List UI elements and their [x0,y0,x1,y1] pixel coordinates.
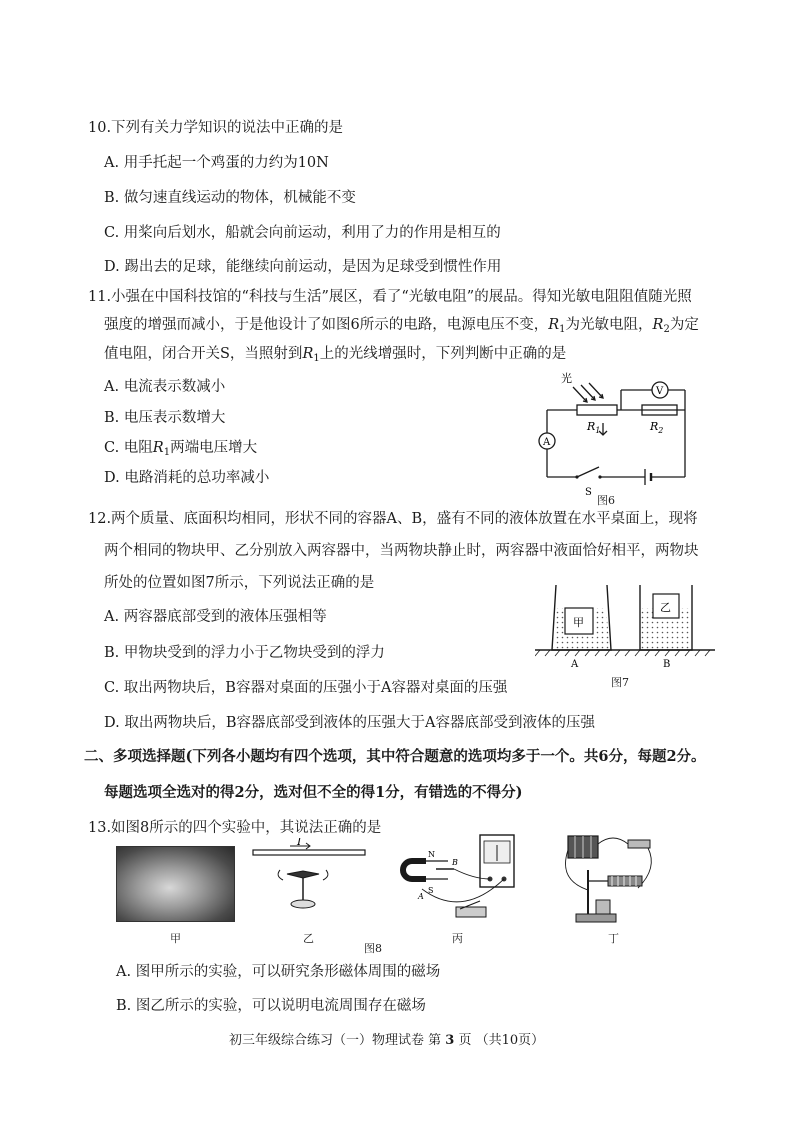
r1-label: $R_1$ [587,420,601,435]
subscript: 2 [663,324,670,335]
option-text: 做匀速直线运动的物体，机械能不变 [123,190,356,206]
wire-b-label: B [452,858,458,867]
figure-8-caption: 图8 [364,942,382,955]
current-label: I [297,838,302,848]
label-b: B [663,659,671,670]
option-text: 用手托起一个鸡蛋的力约为10N [123,155,329,171]
horseshoe-magnet [403,861,426,879]
option-text: 电路消耗的总功率减小 [124,470,270,486]
figure-8-label-bing: 丙 [452,932,463,945]
switch-symbol [577,467,599,477]
q11-line3 [104,344,566,369]
q11-option-a [104,377,225,397]
q12-line2: 两个相同的物块甲、乙分别放入两容器中，当两物块静止时，两容器中液面恰好相平，两物块 [104,543,699,559]
option-label: D. [104,470,120,486]
option-label: A. [116,964,132,980]
symbol-r1: R [548,317,560,333]
subscript: 1 [313,353,320,364]
figure-7-caption: 图7 [611,676,629,689]
symbol-r1: R [302,346,314,362]
option-text: 图乙所示的实验，可以说明电流周围存在磁场 [135,998,426,1014]
text-run: 为定 [669,317,699,333]
symbol-r2: R [652,317,664,333]
option-text: 取出两物块后，B容器对桌面的压强小于A容器对桌面的压强 [123,680,508,696]
subscript: 1 [559,324,566,335]
section-2-rules: 每题选项全选对的得2分，选对但不全的得1分，有错选的不得分) [104,784,523,801]
text-run: 上的光线增强时，下列判断中正确的是 [319,346,567,362]
q11-line1: 11.小强在中国科技馆的“科技与生活”展区，看了“光敏电阻”的展品。得知光敏电阻阻值随光照 [88,289,692,305]
q12-option-c [104,678,507,698]
q12-option-d [104,713,595,733]
page-footer [229,1029,544,1048]
option-text: 电流表示数减小 [123,379,226,395]
figure-6-circuit [525,365,700,505]
option-label: C. [104,680,120,696]
figure-8-ding-diagram [548,830,663,930]
q12-option-b [104,643,385,663]
figure-8-jia-photo [116,846,235,922]
figure-8-label-yi: 乙 [303,932,314,945]
switch-label: S [585,487,592,498]
straight-wire [253,850,365,855]
figure-8-label-ding: 丁 [608,932,619,945]
q12-line3: 所处的位置如图7所示，下列说法正确的是 [104,575,375,591]
page-number: 3 [445,1033,455,1048]
voltmeter-label: V [656,386,664,397]
section-2-heading: 二、多项选择题(下列各小题均有四个选项，其中符合题意的选项均多于一个。共6分，每题2分。 [84,748,706,765]
text-run: 值电阻，闭合开关S，当照射到 [104,346,303,362]
q12-line1: 12.两个质量、底面积均相同，形状不同的容器A、B，盛有不同的液体放置在水平桌面上，现将 [88,511,698,527]
r2-label: $R_2$ [650,420,664,435]
q13-option-b [116,996,426,1016]
q11-option-d [104,468,269,488]
wire-a-label: A [418,892,424,901]
option-text: 用桨向后划水，船就会向前运动，利用了力的作用是相互的 [123,225,501,241]
subscript: 1 [163,447,171,458]
q10-option-c [104,223,501,243]
option-label: C. [104,440,120,456]
q10-stem: 10.下列有关力学知识的说法中正确的是 [88,120,344,136]
figure-8-bing-diagram [398,833,533,933]
option-text: 取出两物块后，B容器底部受到液体的压强大于A容器底部受到液体的压强 [124,715,595,731]
option-text: 甲物块受到的浮力小于乙物块受到的浮力 [123,645,385,661]
light-label: 光 [561,372,572,385]
magnet-s-label: S [428,886,434,895]
option-label: A. [104,155,120,171]
option-label: B. [104,190,120,206]
figure-8-yi-diagram [250,838,370,928]
figure-7-containers [535,580,715,670]
option-label: A. [104,609,120,625]
switch-knife [628,840,650,848]
r1-resistor [577,405,617,415]
text-run: 强度的增强而减小，于是他设计了如图6所示的电路，电源电压不变， [104,317,549,333]
figure-6-caption: 图6 [597,494,615,507]
option-label: D. [104,715,120,731]
option-text: 电阻 [123,440,153,456]
figure-8-label-jia: 甲 [170,932,181,945]
footer-text: 初三年级综合练习（一）物理试卷 第 [229,1033,442,1048]
option-label: A. [104,379,120,395]
q13-stem: 13.如图8所示的四个实验中，其说法正确的是 [88,820,382,836]
option-text: 两端电压增大 [170,440,258,456]
q13-option-a [116,962,440,982]
option-text: 图甲所示的实验，可以研究条形磁体周围的磁场 [135,964,441,980]
coil [608,876,642,886]
label-a: A [571,659,579,670]
option-text: 电压表示数增大 [123,410,226,426]
magnet-n-label: N [428,850,435,859]
option-label: D. [104,259,120,275]
symbol-r1: R [152,440,164,456]
option-label: B. [104,410,120,426]
block-jia-label: 甲 [573,616,584,629]
option-text: 两容器底部受到的液体压强相等 [123,609,327,625]
option-label: B. [104,645,120,661]
q12-option-a [104,607,327,627]
q10-option-a [104,153,329,173]
option-label: C. [104,225,120,241]
q11-line2 [104,315,699,340]
q10-option-b [104,188,356,208]
iron-filings-dish [596,900,610,914]
footer-text: 页 （共10页） [458,1033,545,1048]
text-run: 为光敏电阻， [565,317,653,333]
block-yi-label: 乙 [660,601,671,614]
q10-option-d [104,257,501,277]
compass-needle [287,871,319,878]
option-text: 踢出去的足球，能继续向前运动，是因为足球受到惯性作用 [124,259,502,275]
option-label: B. [116,998,132,1014]
q11-option-c [104,438,257,463]
ammeter-label: A [543,437,551,448]
q11-option-b [104,408,225,428]
